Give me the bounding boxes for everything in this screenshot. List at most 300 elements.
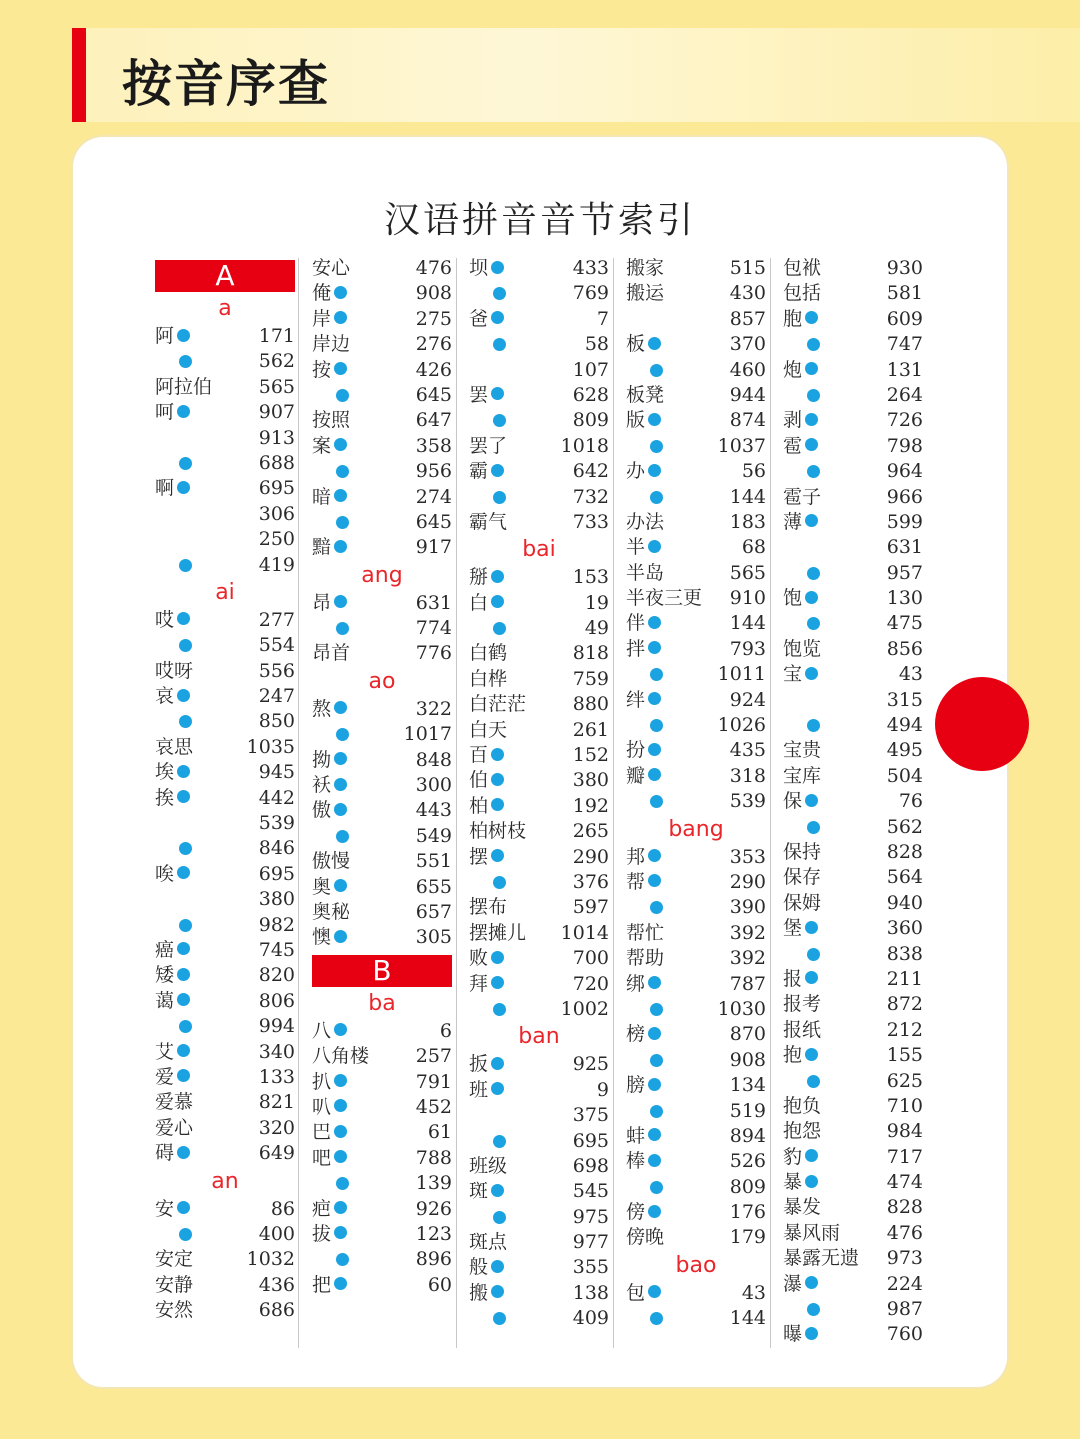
index-entry[interactable] — [469, 1255, 609, 1280]
index-entry[interactable] — [783, 332, 923, 357]
index-entry[interactable] — [155, 684, 295, 709]
index-entry[interactable] — [469, 434, 609, 459]
index-entry[interactable] — [626, 1175, 766, 1200]
index-entry[interactable] — [312, 510, 452, 535]
word-type-icon — [334, 1099, 347, 1112]
index-entry[interactable] — [469, 565, 609, 590]
index-entry[interactable] — [312, 383, 452, 408]
entry-word: 奥 — [312, 875, 347, 900]
index-entry[interactable] — [783, 662, 923, 687]
index-entry[interactable] — [626, 256, 766, 281]
word-type-icon — [648, 976, 661, 989]
index-entry[interactable] — [626, 713, 766, 738]
page-number: 433 — [572, 257, 609, 279]
page-number: 144 — [729, 485, 766, 508]
word-type-icon — [648, 464, 661, 477]
word-type-icon — [334, 540, 347, 553]
page-number: 910 — [729, 587, 766, 610]
index-entry[interactable] — [783, 789, 923, 814]
index-entry[interactable] — [155, 1014, 295, 1039]
index-entry[interactable] — [783, 1322, 923, 1347]
entry-word: 雹 — [783, 434, 818, 459]
index-entry[interactable] — [155, 659, 295, 684]
page-number: 318 — [729, 764, 766, 787]
page-number: 562 — [886, 815, 923, 838]
index-entry[interactable] — [469, 743, 609, 768]
page-number: 1030 — [717, 997, 766, 1020]
word-type-icon — [177, 405, 190, 418]
index-entry[interactable] — [312, 616, 452, 641]
entry-word: 摆摊儿 — [469, 921, 527, 944]
index-entry[interactable] — [783, 535, 923, 560]
word-type-icon — [336, 622, 349, 635]
index-entry[interactable] — [783, 256, 923, 281]
index-entry[interactable] — [469, 1154, 609, 1179]
index-entry[interactable] — [312, 824, 452, 849]
entry-word: 雹子 — [783, 485, 822, 508]
index-entry[interactable] — [312, 798, 452, 823]
index-entry[interactable] — [312, 875, 452, 900]
index-entry[interactable] — [155, 862, 295, 887]
word-type-icon — [805, 971, 818, 984]
index-entry[interactable] — [626, 1099, 766, 1124]
index-entry[interactable] — [783, 1018, 923, 1043]
index-entry[interactable] — [312, 722, 452, 747]
index-entry[interactable] — [155, 1273, 295, 1298]
page-number: 322 — [415, 697, 452, 720]
index-entry[interactable] — [783, 815, 923, 840]
index-entry[interactable] — [469, 1129, 609, 1154]
entry-word: 癌 — [155, 938, 190, 963]
index-entry[interactable] — [469, 591, 609, 616]
word-type-icon — [177, 993, 190, 1006]
index-entry[interactable] — [155, 324, 295, 349]
word-type-icon — [491, 570, 504, 583]
entry-word: 白桦 — [469, 667, 508, 690]
index-entry[interactable] — [626, 485, 766, 510]
word-type-icon — [334, 778, 347, 791]
index-entry[interactable] — [312, 307, 452, 332]
index-entry[interactable] — [783, 891, 923, 916]
page-number: 850 — [258, 710, 295, 733]
index-entry[interactable] — [469, 1103, 609, 1128]
index-entry[interactable] — [312, 1044, 452, 1069]
index-entry[interactable] — [155, 1065, 295, 1090]
index-entry[interactable] — [783, 967, 923, 992]
index-entry[interactable] — [312, 332, 452, 357]
page-number: 930 — [886, 257, 923, 279]
index-entry[interactable] — [626, 662, 766, 687]
index-entry[interactable] — [783, 1246, 923, 1271]
index-entry[interactable] — [312, 434, 452, 459]
entry-word: 安 — [155, 1197, 190, 1222]
index-entry[interactable] — [312, 1222, 452, 1247]
index-entry[interactable] — [469, 1281, 609, 1306]
index-entry[interactable] — [626, 921, 766, 946]
page-number: 430 — [729, 282, 766, 305]
index-entry[interactable] — [783, 586, 923, 611]
index-entry[interactable] — [312, 1197, 452, 1222]
index-entry[interactable] — [626, 281, 766, 306]
page-number: 655 — [415, 875, 452, 898]
index-entry[interactable] — [469, 768, 609, 793]
index-entry[interactable] — [155, 1298, 295, 1323]
word-type-icon — [807, 1075, 820, 1088]
index-entry[interactable] — [626, 1073, 766, 1098]
header-accent-bar — [72, 28, 86, 122]
entry-word: 板凳 — [626, 383, 665, 406]
index-entry[interactable] — [155, 709, 295, 734]
index-entry[interactable] — [155, 887, 295, 912]
index-entry[interactable] — [469, 408, 609, 433]
index-entry[interactable] — [469, 1230, 609, 1255]
index-entry[interactable] — [626, 358, 766, 383]
syllable-heading: bang — [668, 816, 724, 842]
word-type-icon — [336, 1253, 349, 1266]
index-entry[interactable] — [155, 836, 295, 861]
index-entry[interactable] — [155, 1197, 295, 1222]
index-entry[interactable] — [626, 408, 766, 433]
index-entry[interactable] — [626, 332, 766, 357]
syllable-heading: ba — [368, 990, 396, 1016]
index-entry[interactable] — [783, 485, 923, 510]
index-entry[interactable] — [469, 281, 609, 306]
page-number: 565 — [258, 375, 295, 398]
index-entry[interactable] — [783, 738, 923, 763]
entry-word: 哀思 — [155, 735, 194, 758]
index-entry[interactable] — [626, 637, 766, 662]
page-tab-marker[interactable] — [935, 677, 1029, 771]
index-entry[interactable] — [312, 1171, 452, 1196]
index-entry[interactable] — [155, 476, 295, 501]
index-entry[interactable] — [469, 845, 609, 870]
index-entry[interactable] — [155, 735, 295, 760]
page-number: 776 — [415, 642, 452, 665]
index-entry[interactable] — [155, 400, 295, 425]
index-entry[interactable] — [469, 870, 609, 895]
index-entry[interactable] — [783, 1170, 923, 1195]
syllable-heading: ang — [361, 562, 403, 588]
index-entry[interactable] — [155, 963, 295, 988]
index-entry[interactable] — [155, 1247, 295, 1272]
index-entry[interactable] — [783, 1119, 923, 1144]
index-entry[interactable] — [469, 616, 609, 641]
index-entry[interactable] — [312, 849, 452, 874]
index-entry[interactable] — [783, 764, 923, 789]
page-number: 565 — [729, 561, 766, 584]
index-entry[interactable] — [469, 667, 609, 692]
word-type-icon — [491, 1184, 504, 1197]
index-entry[interactable] — [469, 1205, 609, 1230]
index-entry[interactable] — [626, 535, 766, 560]
word-type-icon — [177, 612, 190, 625]
index-entry[interactable] — [312, 697, 452, 722]
index-entry[interactable] — [312, 641, 452, 666]
entry-word: 把 — [312, 1273, 347, 1298]
word-type-icon — [648, 1205, 661, 1218]
word-type-icon — [493, 1135, 506, 1148]
index-entry[interactable] — [626, 895, 766, 920]
index-entry[interactable] — [469, 358, 609, 383]
index-entry[interactable] — [626, 586, 766, 611]
index-entry[interactable] — [626, 946, 766, 971]
index-entry[interactable] — [312, 1070, 452, 1095]
index-entry[interactable] — [312, 535, 452, 560]
index-entry[interactable] — [469, 1179, 609, 1204]
index-entry[interactable] — [469, 946, 609, 971]
index-entry[interactable] — [626, 738, 766, 763]
index-entry[interactable] — [469, 383, 609, 408]
page-number: 495 — [886, 739, 923, 762]
entry-word: 伴 — [626, 611, 661, 636]
index-entry[interactable] — [783, 713, 923, 738]
index-entry[interactable] — [626, 1200, 766, 1225]
index-entry[interactable] — [469, 1078, 609, 1103]
index-entry[interactable] — [312, 1095, 452, 1120]
page-number: 545 — [572, 1180, 609, 1203]
page-number: 442 — [258, 786, 295, 809]
index-entry[interactable] — [783, 307, 923, 332]
index-entry[interactable] — [469, 692, 609, 717]
syllable-heading: ban — [518, 1024, 560, 1050]
index-entry[interactable] — [783, 992, 923, 1017]
page-number: 61 — [427, 1121, 452, 1144]
index-entry[interactable] — [155, 938, 295, 963]
index-entry[interactable] — [155, 811, 295, 836]
page-number: 769 — [572, 282, 609, 305]
index-entry[interactable] — [783, 281, 923, 306]
index-entry[interactable] — [155, 633, 295, 658]
index-entry[interactable] — [312, 591, 452, 616]
index-entry[interactable] — [312, 1146, 452, 1171]
page-number: 717 — [886, 1145, 923, 1168]
index-entry[interactable] — [469, 794, 609, 819]
index-entry[interactable] — [155, 426, 295, 451]
index-entry[interactable] — [626, 1048, 766, 1073]
index-entry[interactable] — [626, 307, 766, 332]
index-entry[interactable] — [312, 1120, 452, 1145]
page-number: 917 — [415, 536, 452, 559]
page-number: 43 — [898, 663, 923, 686]
entry-word: 暗 — [312, 485, 347, 510]
index-entry[interactable] — [469, 510, 609, 535]
page-number: 340 — [258, 1040, 295, 1063]
index-entry[interactable] — [626, 1124, 766, 1149]
index-entry[interactable] — [783, 840, 923, 865]
word-type-icon — [179, 559, 192, 572]
page-number: 179 — [729, 1226, 766, 1249]
index-entry[interactable] — [312, 900, 452, 925]
page-number: 426 — [415, 358, 452, 381]
page-number: 264 — [886, 383, 923, 406]
index-entry[interactable] — [783, 611, 923, 636]
syllable-heading: an — [211, 1168, 239, 1194]
index-entry[interactable] — [783, 434, 923, 459]
index-entry[interactable] — [155, 1040, 295, 1065]
index-entry[interactable] — [783, 510, 923, 535]
index-entry[interactable] — [783, 459, 923, 484]
index-entry[interactable] — [469, 997, 609, 1022]
index-entry[interactable] — [155, 527, 295, 552]
index-entry[interactable] — [626, 764, 766, 789]
index-entry[interactable] — [469, 718, 609, 743]
page-number: 275 — [415, 307, 452, 330]
index-entry[interactable] — [783, 916, 923, 941]
page-number: 306 — [258, 502, 295, 525]
index-entry[interactable] — [783, 1195, 923, 1220]
index-entry[interactable] — [783, 383, 923, 408]
index-entry[interactable] — [626, 434, 766, 459]
word-type-icon — [650, 1181, 663, 1194]
index-entry[interactable] — [469, 972, 609, 997]
index-entry[interactable] — [626, 459, 766, 484]
page-number: 355 — [572, 1256, 609, 1279]
page-number: 152 — [572, 744, 609, 767]
index-entry[interactable] — [783, 865, 923, 890]
word-type-icon — [807, 338, 820, 351]
index-entry[interactable] — [783, 942, 923, 967]
word-type-icon — [648, 849, 661, 862]
index-entry[interactable] — [155, 502, 295, 527]
entry-word: 抱怨 — [783, 1120, 822, 1143]
entry-word: 版 — [626, 408, 661, 433]
index-entry[interactable] — [626, 870, 766, 895]
page-number: 982 — [258, 913, 295, 936]
index-entry[interactable] — [783, 408, 923, 433]
index-entry[interactable] — [626, 1306, 766, 1331]
index-entry[interactable] — [626, 1149, 766, 1174]
index-entry[interactable] — [783, 1145, 923, 1170]
entry-word: 埃 — [155, 760, 190, 785]
index-entry[interactable] — [312, 485, 452, 510]
entry-word: 饱览 — [783, 637, 822, 660]
index-entry[interactable] — [626, 688, 766, 713]
index-entry[interactable] — [469, 819, 609, 844]
section-letter-header: B — [312, 955, 452, 987]
index-entry[interactable] — [155, 760, 295, 785]
page-number: 144 — [729, 1307, 766, 1330]
word-type-icon — [650, 1003, 663, 1016]
entry-word: 薄 — [783, 510, 818, 535]
index-entry[interactable] — [469, 332, 609, 357]
index-entry[interactable] — [626, 1225, 766, 1250]
index-entry[interactable] — [783, 1069, 923, 1094]
index-entry[interactable] — [469, 921, 609, 946]
entry-word: 包袱 — [783, 257, 822, 279]
index-entry[interactable] — [312, 256, 452, 281]
entry-word: 安然 — [155, 1299, 194, 1322]
entry-word: 曝 — [783, 1322, 818, 1347]
index-entry[interactable] — [312, 925, 452, 950]
index-entry[interactable] — [783, 1094, 923, 1119]
index-entry[interactable] — [312, 773, 452, 798]
index-entry[interactable] — [626, 972, 766, 997]
word-type-icon — [807, 617, 820, 630]
index-entry[interactable] — [626, 845, 766, 870]
word-type-icon — [650, 719, 663, 732]
page-number: 657 — [415, 900, 452, 923]
index-entry[interactable] — [626, 997, 766, 1022]
index-entry[interactable] — [312, 358, 452, 383]
entry-word: 疤 — [312, 1197, 347, 1222]
index-entry[interactable] — [155, 451, 295, 476]
index-entry[interactable] — [783, 358, 923, 383]
index-entry[interactable] — [312, 1019, 452, 1044]
word-type-icon — [491, 595, 504, 608]
entry-word: 哀 — [155, 684, 190, 709]
index-entry[interactable] — [312, 459, 452, 484]
index-entry[interactable] — [155, 553, 295, 578]
index-entry[interactable] — [469, 485, 609, 510]
index-entry[interactable] — [155, 1090, 295, 1115]
index-entry[interactable] — [626, 611, 766, 636]
entry-word: 爸 — [469, 307, 504, 332]
entry-word: 邦 — [626, 845, 661, 870]
index-entry[interactable] — [469, 1306, 609, 1331]
page-number: 515 — [729, 257, 766, 279]
index-entry[interactable] — [783, 688, 923, 713]
index-entry[interactable] — [626, 510, 766, 535]
index-entry[interactable] — [783, 1272, 923, 1297]
index-entry[interactable] — [155, 375, 295, 400]
index-entry[interactable] — [469, 1052, 609, 1077]
index-entry[interactable] — [155, 1116, 295, 1141]
page-number: 818 — [572, 642, 609, 665]
index-entry[interactable] — [155, 608, 295, 633]
index-entry[interactable] — [626, 789, 766, 814]
index-entry[interactable] — [155, 1222, 295, 1247]
index-entry[interactable] — [155, 349, 295, 374]
word-type-icon — [177, 968, 190, 981]
page-number: 549 — [415, 824, 452, 847]
index-entry[interactable] — [469, 256, 609, 281]
index-entry[interactable] — [469, 641, 609, 666]
index-entry[interactable] — [312, 1273, 452, 1298]
index-entry[interactable] — [783, 1221, 923, 1246]
index-entry[interactable] — [469, 895, 609, 920]
word-type-icon — [493, 622, 506, 635]
index-entry[interactable] — [155, 989, 295, 1014]
index-entry[interactable] — [626, 561, 766, 586]
page-number: 700 — [572, 947, 609, 970]
page-number: 872 — [886, 993, 923, 1016]
index-entry[interactable] — [312, 408, 452, 433]
index-entry[interactable] — [626, 383, 766, 408]
index-entry[interactable] — [783, 561, 923, 586]
page-number: 76 — [898, 790, 923, 813]
page-number: 139 — [415, 1172, 452, 1195]
word-type-icon — [177, 765, 190, 778]
index-entry[interactable] — [155, 1141, 295, 1166]
index-entry[interactable] — [312, 1247, 452, 1272]
page-number: 176 — [729, 1201, 766, 1224]
index-entry[interactable] — [155, 786, 295, 811]
index-entry[interactable] — [312, 281, 452, 306]
entry-word: 百 — [469, 743, 504, 768]
entry-word: 八 — [312, 1019, 347, 1044]
index-entry[interactable] — [626, 1281, 766, 1306]
page-number: 720 — [572, 972, 609, 995]
index-entry[interactable] — [783, 1297, 923, 1322]
index-entry[interactable] — [155, 913, 295, 938]
index-entry[interactable] — [626, 1022, 766, 1047]
entry-word: 安定 — [155, 1248, 194, 1271]
index-entry[interactable] — [783, 1043, 923, 1068]
index-entry[interactable] — [312, 748, 452, 773]
index-entry[interactable] — [783, 637, 923, 662]
index-entry[interactable] — [469, 459, 609, 484]
index-entry[interactable] — [469, 307, 609, 332]
